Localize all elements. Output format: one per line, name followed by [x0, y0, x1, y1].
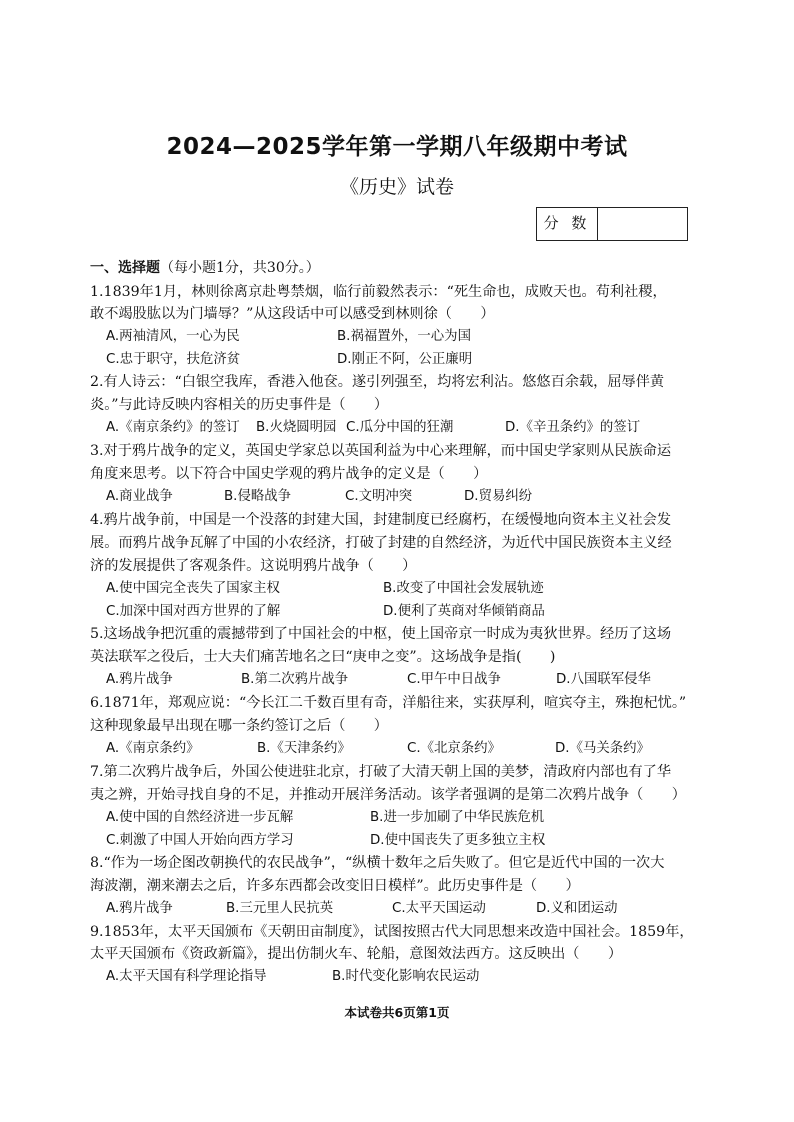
question-stem-line: 展。而鸦片战争瓦解了中国的小农经济，打破了封建的自然经济，为近代中国民族资本主义经 [90, 535, 672, 551]
page-footer: 本试卷共6页第1页 [344, 1005, 450, 1020]
option-c: C.加深中国对西方世界的了解 [106, 604, 281, 619]
question-stem-line: 3.对于鸦片战争的定义，英国史学家总以英国利益为中心来理解，而中国史学家则从民族命运 [90, 443, 672, 459]
option-b: B.火烧圆明园 [256, 420, 337, 435]
option-b: B.三元里人民抗英 [226, 901, 334, 916]
option-a: A.商业战争 [106, 489, 173, 504]
option-a: A.《南京条约》 [106, 741, 200, 756]
option-b: B.进一步加刷了中华民族危机 [370, 810, 545, 825]
option-a: A.太平天国有科学理论指导 [106, 969, 267, 984]
exam-title: 2024—2025学年第一学期八年级期中考试 [166, 134, 628, 160]
option-b: B.《天津条约》 [257, 741, 351, 756]
option-a: A.鸦片战争 [106, 901, 173, 916]
question-stem-line: 夷之辨，开始寻找自身的不足，并推动开展洋务活动。该学者强调的是第二次鸦片战争（ ） [90, 787, 686, 803]
question-stem-line: 1.1839年1月，林则徐离京赴粤禁烟，临行前毅然表示：“死生命也，成败天也。苟利社稷， [90, 284, 667, 300]
question-stem-line: 敢不竭股肱以为门墙辱？”从这段话中可以感受到林则徐（ ） [90, 306, 495, 322]
option-d: D.贸易纠纷 [464, 489, 533, 504]
question-stem-line: 2.有人诗云：“白银空我库，香港入他奁。遂引列强至，均将宏利沾。悠悠百余载，屈辱伴黄 [90, 374, 665, 390]
option-b: B.祸福置外，一心为国 [337, 329, 471, 344]
section-title: 一、选择题 [90, 260, 160, 276]
option-d: D.刚正不阿，公正廉明 [337, 352, 473, 367]
exam-subtitle: 《历史》试卷 [339, 176, 454, 198]
option-d: D.义和团运动 [536, 901, 618, 916]
option-a: A.《南京条约》的签订 [106, 420, 240, 435]
option-d: D.《马关条约》 [555, 741, 650, 756]
option-c: C.忠于职守，扶危济贫 [106, 352, 241, 367]
option-a: A.使中国的自然经济进一步瓦解 [106, 810, 294, 825]
score-box [536, 207, 688, 241]
question-stem-line: 5.这场战争把沉重的震撼带到了中国社会的中枢，使上国帝京一时成为夷狄世界。经历了这场 [90, 626, 672, 642]
question-stem-line: 角度来思考。以下符合中国史学观的鸦片战争的定义是（ ） [90, 466, 488, 482]
option-d: D.八国联军侵华 [556, 672, 651, 687]
option-a: A.使中国完全丧失了国家主权 [106, 581, 280, 596]
question-stem-line: 4.鸦片战争前，中国是一个没落的封建大国，封建制度已经腐朽，在缓慢地向资本主义社会发 [90, 512, 672, 528]
question-stem-line: 8.“作为一场企图改朝换代的农民战争”，“纵横十数年之后失败了。但它是近代中国的一次大 [90, 855, 665, 871]
option-b: B.时代变化影响农民运动 [332, 969, 480, 984]
option-c: C.《北京条约》 [407, 741, 501, 756]
question-stem-line: 太平天国颁布《资政新篇》，提出仿制火车、轮船，意图效法西方。这反映出（ ） [90, 946, 623, 962]
question-stem-line: 炎。”与此诗反映内容相关的历史事件是（ ） [90, 397, 389, 413]
section-note: （每小题1分，共30分。） [160, 260, 320, 276]
question-stem-line: 9.1853年，太平天国颁布《天朝田亩制度》，试图按照古代大同思想来改造中国社会。1859年， [90, 924, 694, 940]
option-a: A.两袖清风，一心为民 [106, 329, 240, 344]
question-stem-line: 海波潮，潮来潮去之后，许多东西都会改变旧日模样”。此历史事件是（ ） [90, 878, 580, 894]
option-c: C.瓜分中国的狂潮 [346, 420, 454, 435]
option-b: B.改变了中国社会发展轨迹 [383, 581, 544, 596]
option-b: B.第二次鸦片战争 [241, 672, 349, 687]
option-d: D.使中国丧失了更多独立主权 [370, 833, 546, 848]
option-c: C.甲午中日战争 [407, 672, 501, 687]
question-stem-line: 济的发展提供了客观条件。这说明鸦片战争（ ） [90, 558, 417, 574]
question-stem-line: 6.1871年，郑观应说：“今长江二千数百里有奇，洋船往来，实获厚利，喧宾夺主，殊抱杞忧。” [90, 695, 687, 711]
option-c: C.文明冲突 [345, 489, 413, 504]
option-c: C.太平天国运动 [392, 901, 486, 916]
option-d: D.便利了英商对华倾销商品 [383, 604, 545, 619]
question-stem-line: 英法联军之役后，士大夫们痛苦地名之曰“庚申之变”。这场战争是指( ) [90, 649, 556, 665]
option-c: C.刺激了中国人开始向西方学习 [106, 833, 294, 848]
option-b: B.侵略战争 [224, 489, 292, 504]
option-d: D.《辛丑条约》的签订 [505, 420, 641, 435]
score-field[interactable] [598, 208, 687, 240]
score-label: 分 数 [537, 208, 598, 240]
option-a: A.鸦片战争 [106, 672, 173, 687]
question-stem-line: 这种现象最早出现在哪一条约签订之后（ ） [90, 718, 388, 734]
section-heading [90, 258, 320, 278]
question-stem-line: 7.第二次鸦片战争后，外国公使进驻北京，打破了大清天朝上国的美梦，清政府内部也有了华 [90, 764, 672, 780]
